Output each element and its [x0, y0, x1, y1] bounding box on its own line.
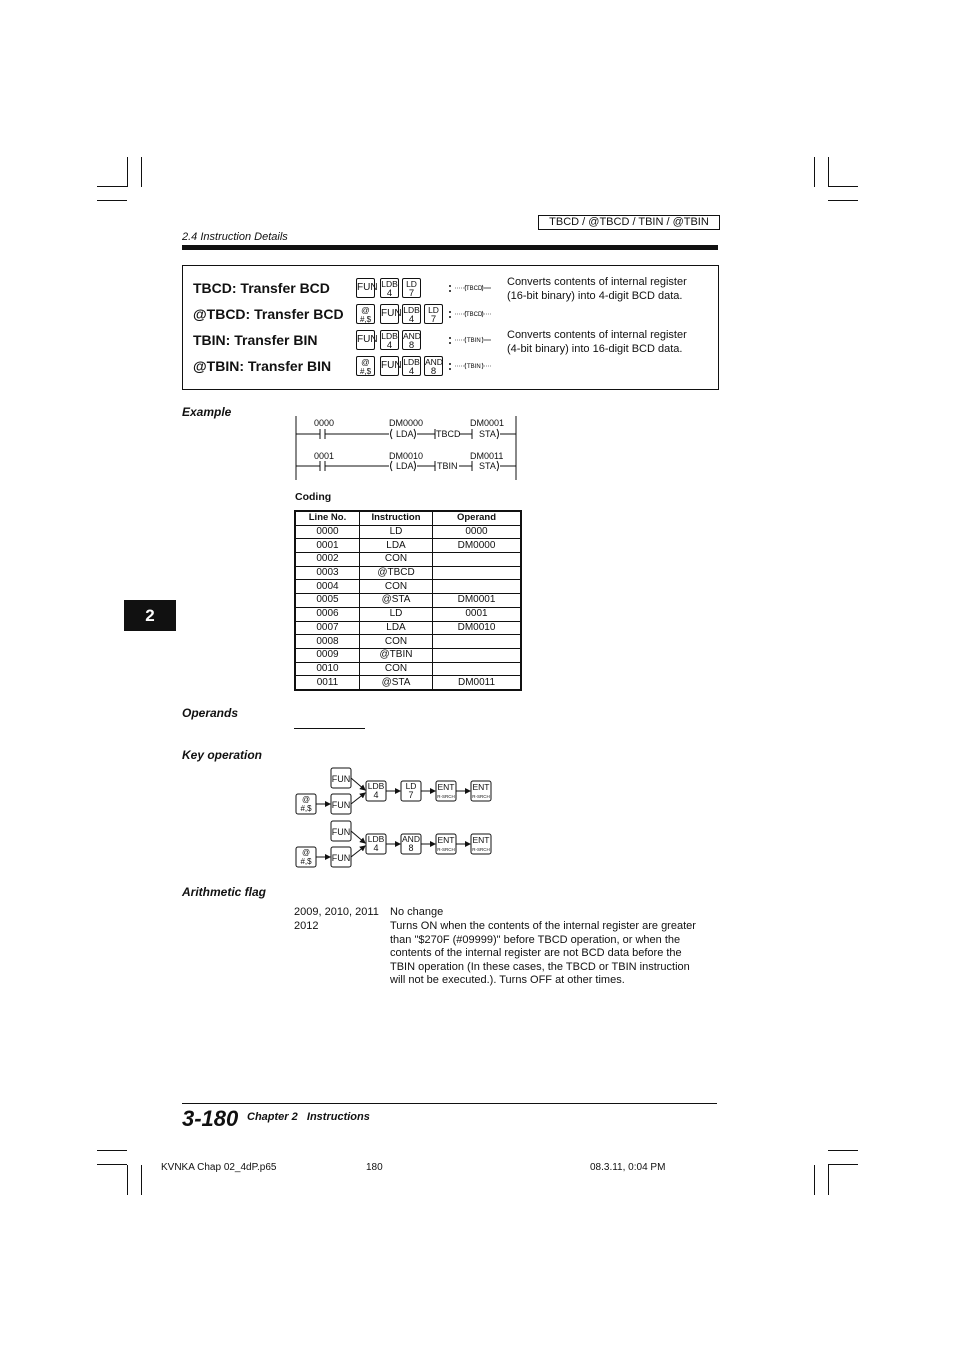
- dm-label: DM0011: [470, 451, 504, 461]
- table-header-row: [295, 511, 521, 525]
- cell: [433, 648, 522, 662]
- key-at: @ #,$: [356, 304, 375, 324]
- tbin-description: [507, 328, 712, 356]
- key-at-sub: #,$: [300, 804, 312, 813]
- cell: 0003: [295, 566, 360, 580]
- header-rule: [182, 245, 718, 250]
- instruction-tag: TBCD / @TBCD / TBIN / @TBIN: [538, 215, 720, 230]
- chapter-title: Chapter 2 Instructions: [247, 1111, 370, 1123]
- key-ldb-4: LDB 4: [403, 305, 420, 325]
- key-ldb-4: LDB 4: [381, 279, 398, 299]
- instr-label: TBCD: [436, 429, 461, 439]
- operands-heading: Operands: [182, 706, 239, 720]
- lda-label: LDA: [396, 429, 414, 439]
- table-row: [295, 566, 521, 580]
- flag-ids: 2012: [294, 920, 319, 932]
- example-heading: Example: [182, 405, 232, 419]
- cell: @STA: [360, 594, 433, 608]
- file-name: KVNKA Chap 02_4dP.p65: [161, 1162, 277, 1173]
- crop-mark: [141, 1165, 142, 1195]
- cell: LD: [360, 525, 433, 539]
- key-4: 4: [373, 843, 379, 853]
- key-ldb: LDB: [367, 781, 385, 791]
- contact-label: 0000: [314, 418, 335, 428]
- key-ent: ENT: [437, 782, 455, 792]
- crop-mark: [828, 1164, 858, 1165]
- cell: [433, 662, 522, 676]
- column-header: Instruction: [360, 511, 433, 525]
- svg-text:TBIN: TBIN: [467, 364, 481, 370]
- cell: LDA: [360, 539, 433, 553]
- table-row: [295, 553, 521, 567]
- mini-ladder-symbols: [445, 276, 505, 386]
- key-fun: FUN: [331, 774, 351, 784]
- folio: 180: [366, 1162, 383, 1173]
- dm-label: DM0000: [389, 418, 424, 428]
- crop-mark: [828, 186, 858, 187]
- svg-text:TBCD: TBCD: [466, 286, 483, 292]
- instruction-name-tbcd: TBCD: Transfer BCD: [193, 280, 330, 296]
- column-header: Line No.: [295, 511, 360, 525]
- key-ldb: LDB: [367, 834, 385, 844]
- key-ent: ENT: [437, 835, 455, 845]
- cell: [433, 580, 522, 594]
- coding-table: [294, 510, 522, 691]
- key-and-8: AND 8: [425, 357, 443, 377]
- key-fun: FUN: [331, 853, 351, 863]
- section-label: 2.4 Instruction Details: [182, 231, 288, 243]
- key-ld-7: LD 7: [402, 278, 421, 298]
- cell: CON: [360, 662, 433, 676]
- lda-label: LDA: [396, 461, 414, 471]
- table-row: [295, 539, 521, 553]
- crop-mark: [97, 186, 127, 187]
- table-row: [295, 676, 521, 690]
- crop-mark: [127, 157, 128, 187]
- key-fun: FUN: [356, 330, 375, 350]
- crop-mark: [814, 157, 815, 187]
- desc-line: Converts contents of internal register: [507, 276, 687, 288]
- table-row: [295, 635, 521, 649]
- desc-line: (16-bit binary) into 4-digit BCD data.: [507, 290, 683, 302]
- key-fun: FUN: [380, 304, 399, 324]
- crop-mark: [97, 1164, 127, 1165]
- cell: CON: [360, 635, 433, 649]
- key-at: @ #,$: [356, 356, 375, 376]
- coding-label: Coding: [295, 491, 332, 503]
- flag-ids: 2009, 2010, 2011: [294, 906, 379, 918]
- page-number: 3-180: [182, 1106, 239, 1131]
- desc-line: Converts contents of internal register: [507, 329, 687, 341]
- instruction-name-at-tbcd: @TBCD: Transfer BCD: [193, 306, 344, 322]
- cell: 0000: [295, 525, 360, 539]
- key-operation-flow: [292, 764, 502, 872]
- flag-text: No change: [390, 906, 444, 918]
- flag-text-line: TBIN operation (In these cases, the TBCD or TBIN instruction: [390, 960, 690, 973]
- cell: DM0001: [433, 594, 522, 608]
- instruction-name-tbin: TBIN: Transfer BIN: [193, 332, 318, 348]
- operands-rule: [294, 728, 365, 729]
- key-at: @: [301, 848, 311, 857]
- key-ent: ENT: [472, 835, 490, 845]
- crop-mark: [97, 1150, 127, 1151]
- cell: [433, 635, 522, 649]
- crop-mark: [828, 200, 858, 201]
- crop-mark: [127, 1165, 128, 1195]
- cell: 0006: [295, 607, 360, 621]
- arithmetic-flag-heading: Arithmetic flag: [182, 885, 267, 899]
- cell: [433, 566, 522, 580]
- tbcd-description: [507, 275, 712, 303]
- cell: 0007: [295, 621, 360, 635]
- key-ldb-4: LDB 4: [403, 357, 420, 377]
- cell: 0002: [295, 553, 360, 567]
- table-row: [295, 525, 521, 539]
- cell: LD: [360, 607, 433, 621]
- flag-description: [390, 920, 720, 988]
- flag-text-line: than "$270F (#09999)" before TBCD operation, or when the: [390, 933, 681, 946]
- key-fun: FUN: [331, 827, 351, 837]
- dm-label: DM0010: [389, 451, 424, 461]
- cell: @TBCD: [360, 566, 433, 580]
- instr-label: TBIN: [437, 461, 458, 471]
- chapter-tab: 2: [124, 600, 176, 631]
- table-row: [295, 662, 521, 676]
- key-fun: FUN: [331, 800, 351, 810]
- contact-label: 0001: [314, 451, 335, 461]
- cell: [433, 553, 522, 567]
- column-header: Operand: [433, 511, 522, 525]
- flag-text-line: Turns ON when the contents of the internal register are greater: [390, 920, 696, 932]
- crop-mark: [97, 200, 127, 201]
- key-and-8: AND 8: [403, 331, 421, 351]
- cell: 0004: [295, 580, 360, 594]
- cell: 0011: [295, 676, 360, 690]
- table-row: [295, 648, 521, 662]
- cell: DM0011: [433, 676, 522, 690]
- key-at-sub: #,$: [300, 857, 312, 866]
- key-rsrch: R-SRCH: [472, 794, 490, 799]
- key-rsrch: R-SRCH: [437, 847, 455, 852]
- cell: 0008: [295, 635, 360, 649]
- cell: @STA: [360, 676, 433, 690]
- cell: CON: [360, 580, 433, 594]
- key-rsrch: R-SRCH: [437, 794, 455, 799]
- instruction-name-at-tbin: @TBIN: Transfer BIN: [193, 358, 332, 374]
- crop-mark: [828, 157, 829, 187]
- flag-text-line: contents of the internal register are not BCD data before the: [390, 947, 682, 960]
- table-row: [295, 607, 521, 621]
- cell: 0010: [295, 662, 360, 676]
- table-row: [295, 580, 521, 594]
- cell: 0000: [433, 525, 522, 539]
- dm-label: DM0001: [470, 418, 505, 428]
- key-rsrch: R-SRCH: [472, 847, 490, 852]
- footer-rule: [182, 1103, 717, 1104]
- cell: @TBIN: [360, 648, 433, 662]
- cell: 0009: [295, 648, 360, 662]
- cell: 0005: [295, 594, 360, 608]
- crop-mark: [814, 1165, 815, 1195]
- cell: 0001: [295, 539, 360, 553]
- key-ent: ENT: [472, 782, 490, 792]
- key-and: AND: [402, 834, 420, 844]
- svg-text:TBIN: TBIN: [467, 338, 481, 344]
- cell: DM0000: [433, 539, 522, 553]
- cell: LDA: [360, 621, 433, 635]
- print-date: 08.3.11, 0:04 PM: [590, 1162, 666, 1173]
- desc-line: (4-bit binary) into 16-digit BCD data.: [507, 343, 683, 355]
- sta-label: STA: [479, 429, 496, 439]
- svg-text:TBCD: TBCD: [466, 312, 483, 318]
- key-fun: FUN: [356, 278, 375, 298]
- instruction-summary-box: [182, 265, 719, 390]
- key-at: @: [301, 795, 311, 804]
- crop-mark: [828, 1150, 858, 1151]
- cell: 0001: [433, 607, 522, 621]
- key-ld-7: LD 7: [424, 304, 443, 324]
- key-7: 7: [408, 790, 414, 800]
- key-operation-heading: Key operation: [182, 748, 263, 762]
- table-row: [295, 621, 521, 635]
- key-4: 4: [373, 790, 379, 800]
- key-ldb-4: LDB 4: [381, 331, 398, 351]
- key-ld: LD: [405, 781, 417, 791]
- crop-mark: [828, 1165, 829, 1195]
- sta-label: STA: [479, 461, 496, 471]
- table-row: [295, 594, 521, 608]
- ladder-diagram: [290, 414, 525, 484]
- cell: DM0010: [433, 621, 522, 635]
- flag-text-line: will not be executed.). Turns OFF at other times.: [390, 974, 625, 987]
- key-fun: FUN: [380, 356, 399, 376]
- cell: CON: [360, 553, 433, 567]
- crop-mark: [141, 157, 142, 187]
- key-8: 8: [408, 843, 414, 853]
